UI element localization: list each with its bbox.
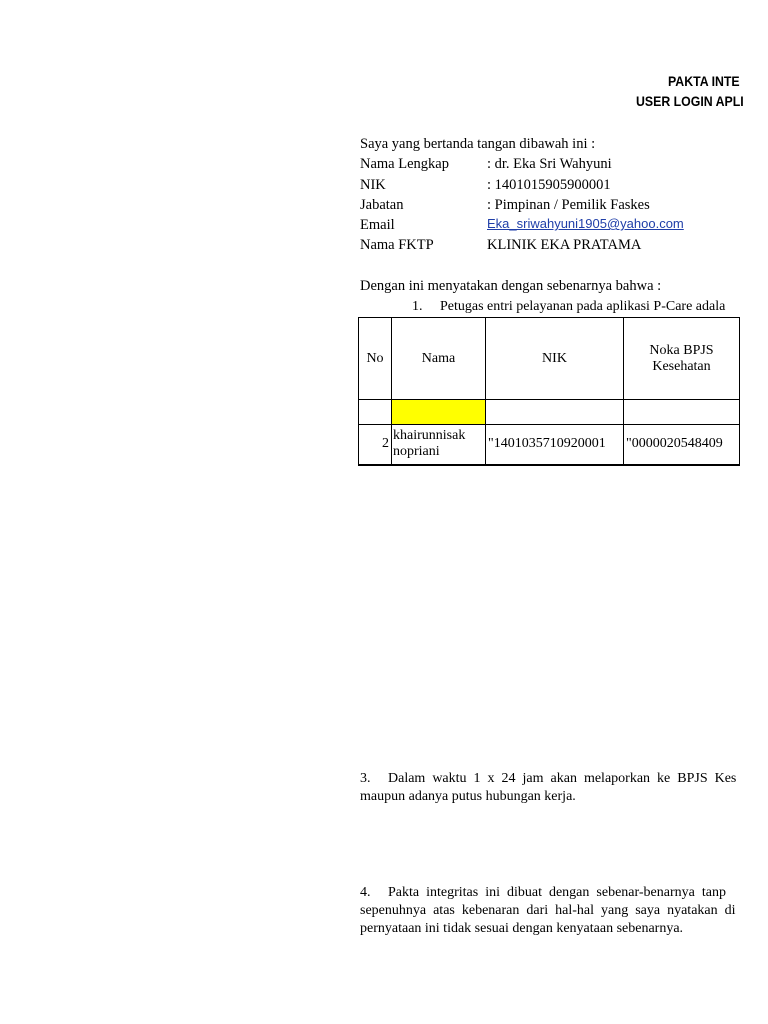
field-label-jabatan: Jabatan (360, 197, 404, 213)
document-title-line2: USER LOGIN APLI (636, 93, 744, 109)
field-label-nama-fktp: Nama FKTP (360, 237, 434, 253)
point3-line1: 3. Dalam waktu 1 x 24 jam akan melaporkan ke BPJS Kes (360, 771, 737, 786)
field-value-jabatan: : Pimpinan / Pemilik Faskes (487, 197, 650, 213)
statement-text: Dengan ini menyatakan dengan sebenarnya bahwa : (360, 278, 662, 294)
point3-line2: maupun adanya putus hubungan kerja. (360, 789, 576, 804)
field-value-nik: : 1401015905900001 (487, 177, 611, 193)
email-link[interactable]: Eka_sriwahyuni1905@yahoo.com (487, 216, 684, 231)
intro-text: Saya yang bertanda tangan dibawah ini : (360, 136, 596, 152)
field-value-nama-lengkap: : dr. Eka Sri Wahyuni (487, 156, 612, 172)
table-row (359, 400, 740, 425)
cell-nik (486, 400, 624, 425)
cell-nik: "1401035710920001 (486, 425, 624, 465)
header-no: No (359, 318, 392, 400)
point3-paragraph (360, 770, 760, 806)
field-value-nama-fktp: KLINIK EKA PRATAMA (487, 237, 642, 253)
field-label-email: Email (360, 217, 395, 233)
point1-number: 1. (412, 299, 423, 314)
petugas-table (358, 317, 740, 466)
point4-paragraph (360, 884, 760, 938)
point4-line1: 4. Pakta integritas ini dibuat dengan sebenar-benarnya tanp (360, 885, 726, 900)
header-noka: Noka BPJS Kesehatan (624, 318, 740, 400)
table-row (359, 425, 740, 465)
point4-line2: sepenuhnya atas kebenaran dari hal-hal yang saya nyatakan di (360, 903, 736, 918)
field-label-nama-lengkap: Nama Lengkap (360, 156, 449, 172)
header-nik: NIK (486, 318, 624, 400)
cell-no (359, 400, 392, 425)
cell-nama-highlighted (392, 400, 486, 425)
table-header-row (359, 318, 740, 400)
cell-noka (624, 400, 740, 425)
field-label-nik: NIK (360, 177, 386, 193)
header-nama: Nama (392, 318, 486, 400)
cell-nama: khairunnisak nopriani (392, 425, 486, 465)
document-title-line1: PAKTA INTE (668, 73, 740, 89)
cell-no: 2 (359, 425, 392, 465)
point1-text: Petugas entri pelayanan pada aplikasi P-Care adala (440, 299, 726, 314)
point4-line3: pernyataan ini tidak sesuai dengan kenyataan sebenarnya. (360, 921, 684, 936)
cell-noka: "0000020548409 (624, 425, 740, 465)
